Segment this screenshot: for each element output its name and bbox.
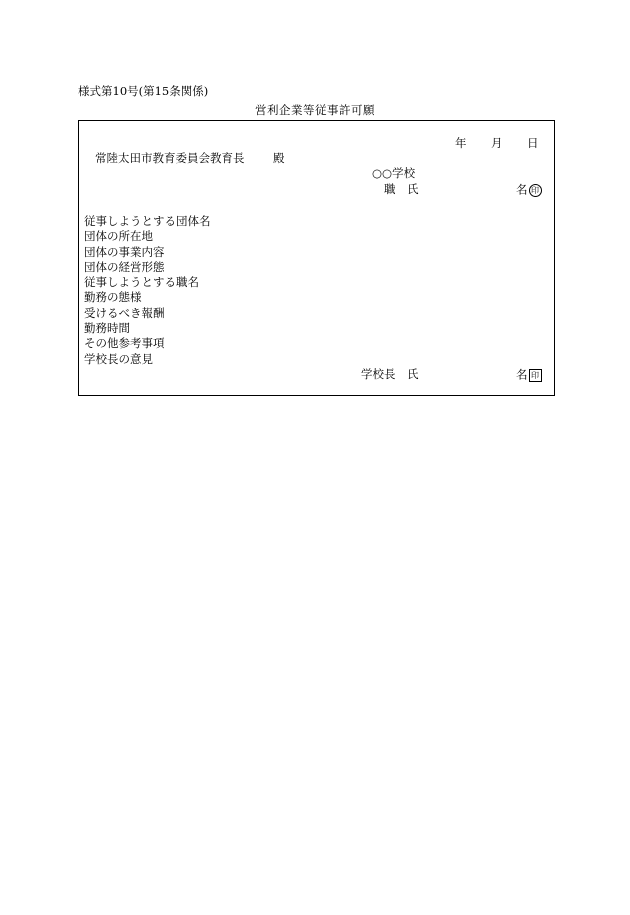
- principal-label: 学校長: [361, 367, 396, 381]
- field-other-notes: その他参考事項: [84, 336, 165, 351]
- principal-name-label: 氏: [407, 367, 419, 381]
- recipient-honorific: 殿: [273, 151, 285, 165]
- form-number: 様式第10号(第15条関係): [78, 84, 209, 98]
- principal-name-end: [516, 369, 542, 382]
- date-year-label: 年: [455, 136, 467, 150]
- date-month-label: 月: [491, 136, 503, 150]
- principal-name-suffix: 名: [516, 367, 528, 382]
- field-position-title: 従事しようとする職名: [84, 275, 199, 290]
- seal-circle-icon: 印: [529, 184, 542, 197]
- field-working-hours: 勤務時間: [84, 321, 130, 336]
- applicant-title-label: 職: [384, 182, 396, 196]
- date-day-label: 日: [527, 136, 539, 150]
- field-work-style: 勤務の態様: [84, 290, 142, 305]
- applicant-name-label: 氏: [407, 182, 419, 196]
- applicant-school: ○○学校: [372, 166, 416, 180]
- field-compensation: 受けるべき報酬: [84, 305, 165, 320]
- field-organization-name: 従事しようとする団体名: [84, 214, 211, 228]
- applicant-name-suffix: 名: [516, 182, 528, 197]
- document-title: 営利企業等従事許可願: [255, 103, 375, 117]
- seal-square-icon: 印: [529, 369, 542, 382]
- field-list: [84, 214, 211, 367]
- field-organization-management-type: 団体の経営形態: [84, 259, 165, 274]
- field-organization-business: 団体の事業内容: [84, 244, 165, 259]
- field-principal-opinion: 学校長の意見: [84, 351, 153, 366]
- recipient-name: 常陸太田市教育委員会教育長: [95, 151, 245, 165]
- applicant-name-end: [516, 184, 542, 197]
- field-organization-address: 団体の所在地: [84, 229, 153, 244]
